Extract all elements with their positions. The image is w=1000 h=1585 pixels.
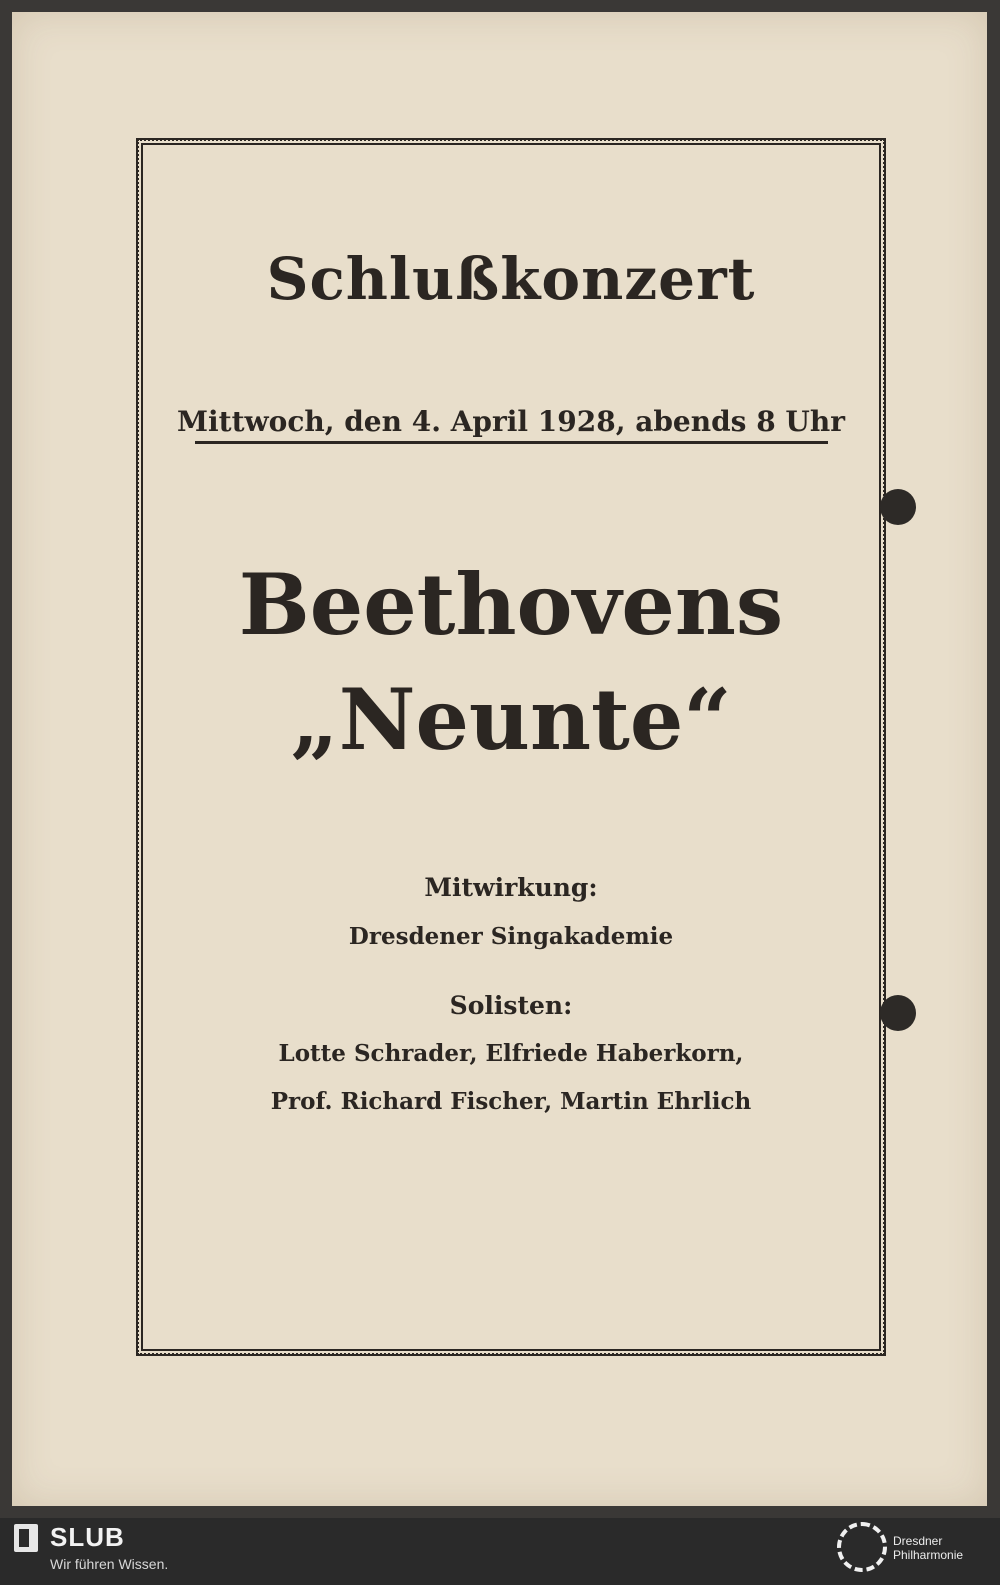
- punch-hole-top: [880, 489, 916, 525]
- soloists-line-1: Lotte Schrader, Elfriede Haberkorn,: [278, 1040, 744, 1067]
- philharmonie-name[interactable]: [893, 1534, 993, 1562]
- participation-label: Mitwirkung:: [424, 873, 598, 902]
- philharmonie-logo-icon[interactable]: [837, 1522, 887, 1572]
- slub-tagline: Wir führen Wissen.: [50, 1556, 169, 1572]
- soloists-line-2: Prof. Richard Fischer, Martin Ehrlich: [270, 1088, 752, 1115]
- concert-title: Schlußkonzert: [266, 245, 756, 313]
- participation-choir: Dresdener Singakademie: [348, 923, 674, 950]
- headline-neunte: „Neunte“: [290, 670, 732, 769]
- soloists-label: Solisten:: [449, 991, 573, 1020]
- headline-beethovens: Beethovens: [238, 555, 784, 654]
- philharmonie-name-line-1: Dresdner: [893, 1534, 943, 1548]
- concert-date-line: Mittwoch, den 4. April 1928, abends 8 Uhr: [177, 405, 845, 438]
- philharmonie-name-line-2: Philharmonie: [893, 1548, 964, 1562]
- slub-name[interactable]: SLUB: [50, 1522, 125, 1552]
- slub-logo-icon[interactable]: [14, 1524, 38, 1552]
- date-underline: [195, 441, 828, 444]
